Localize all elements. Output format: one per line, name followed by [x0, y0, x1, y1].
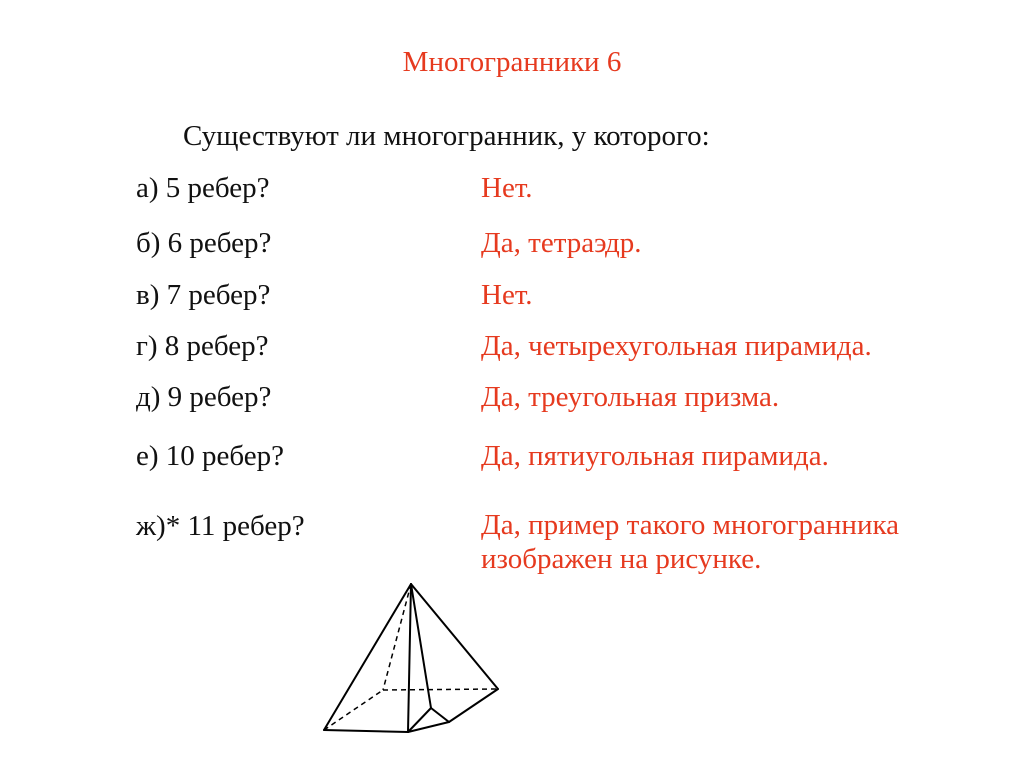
- visible-edge: [408, 584, 411, 732]
- question-item-g: г) 8 ребер?: [136, 330, 269, 362]
- question-item-zh: ж)* 11 ребер?: [136, 510, 305, 542]
- answer-item-d: Да, треугольная призма.: [481, 381, 780, 413]
- answer-item-b: Да, тетраэдр.: [481, 227, 642, 259]
- visible-edge: [411, 584, 498, 689]
- question-item-e: е) 10 ребер?: [136, 440, 285, 472]
- question-text: Существуют ли многогранник, у которого:: [183, 120, 710, 152]
- question-item-d: д) 9 ребер?: [136, 381, 272, 413]
- hidden-edge: [324, 690, 383, 730]
- answer-item-e: Да, пятиугольная пирамида.: [481, 440, 829, 472]
- question-item-b: б) 6 ребер?: [136, 227, 272, 259]
- question-item-a: а) 5 ребер?: [136, 172, 270, 204]
- answer-item-a: Нет.: [481, 172, 533, 204]
- answer-item-g: Да, четырехугольная пирамида.: [481, 330, 872, 362]
- answer-item-v: Нет.: [481, 279, 533, 311]
- hidden-edge: [383, 584, 411, 690]
- polyhedron-figure: [318, 576, 508, 746]
- answer-item-zh: Да, пример такого многогранника изображен на рисунке.: [481, 509, 899, 575]
- slide-title: Многогранники 6: [402, 46, 622, 78]
- visible-edge: [449, 689, 498, 722]
- question-item-v: в) 7 ребер?: [136, 279, 271, 311]
- hidden-edge: [383, 689, 498, 690]
- visible-edge: [324, 730, 408, 732]
- visible-edge: [324, 584, 411, 730]
- visible-edge: [431, 708, 449, 722]
